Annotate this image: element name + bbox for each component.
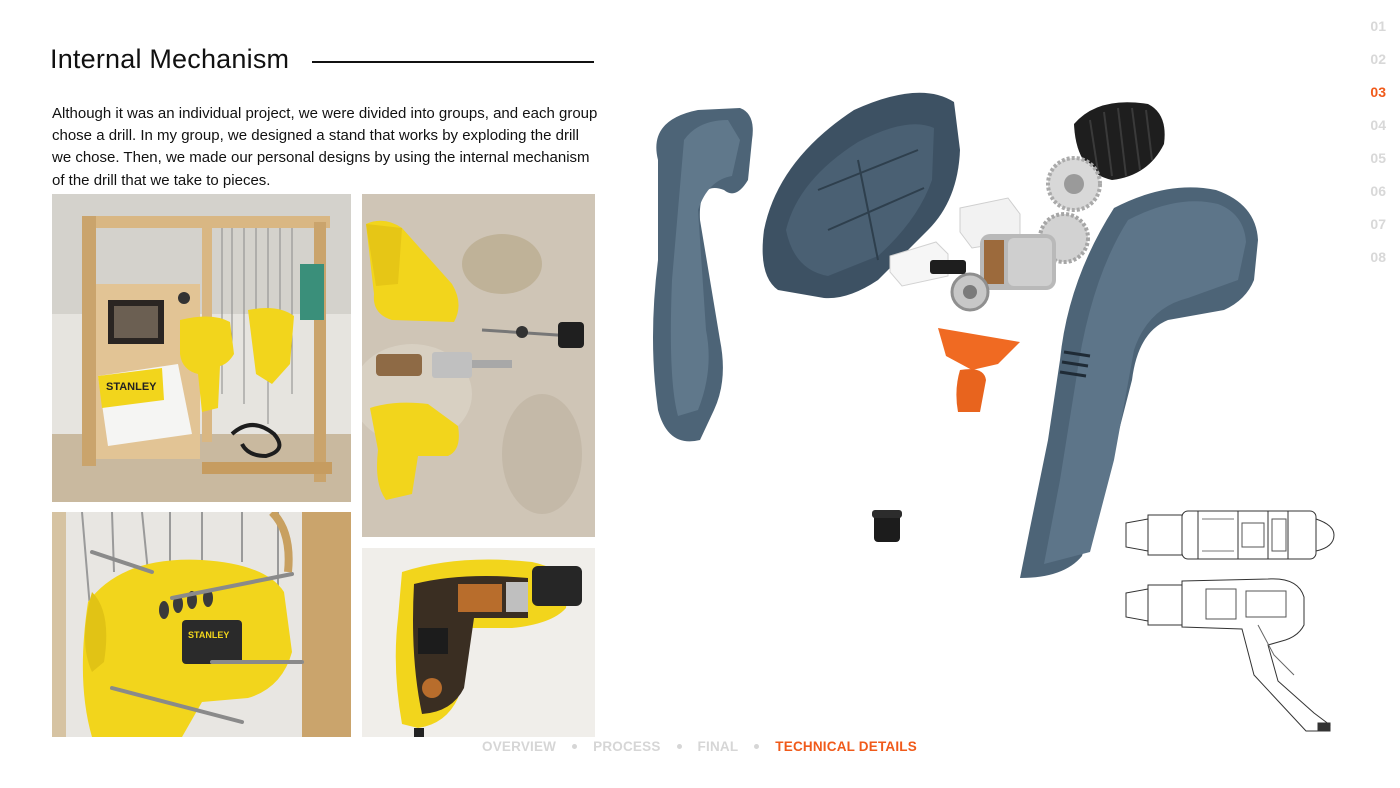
tab-separator <box>572 744 577 749</box>
photo-drill-parts <box>362 194 595 537</box>
page-number-04[interactable]: 04 <box>1370 117 1386 133</box>
page-number-06[interactable]: 06 <box>1370 183 1386 199</box>
page-number-03-active[interactable]: 03 <box>1370 84 1386 100</box>
photo-drill-stand <box>52 194 351 502</box>
photo-drill-closeup <box>52 512 351 737</box>
page-number-08[interactable]: 08 <box>1370 249 1386 265</box>
photo-drill-opened <box>362 548 595 737</box>
section-tabs <box>482 739 917 754</box>
page-number-07[interactable]: 07 <box>1370 216 1386 232</box>
page-index <box>1346 18 1386 282</box>
drill-brand-label: STANLEY <box>188 630 230 640</box>
title-divider <box>312 61 594 63</box>
tab-separator <box>677 744 682 749</box>
tab-separator <box>754 744 759 749</box>
drill-section-drawing <box>1118 505 1358 735</box>
page-number-05[interactable]: 05 <box>1370 150 1386 166</box>
tab-overview[interactable]: OVERVIEW <box>482 739 557 754</box>
stand-brand-label: STANLEY <box>106 381 157 393</box>
page-number-01[interactable]: 01 <box>1370 18 1386 34</box>
tab-technical-details[interactable]: TECHNICAL DETAILS <box>775 739 917 754</box>
intro-paragraph: Although it was an individual project, we were divided into groups, and each group chose a drill. In my group, we designed a stand that works by exploding the drill we chose. Then, we made our personal designs by using the internal mechanism of the drill that we take to pieces. <box>52 105 598 189</box>
page-number-02[interactable]: 02 <box>1370 51 1386 67</box>
tab-process[interactable]: PROCESS <box>593 739 661 754</box>
tab-final[interactable]: FINAL <box>697 739 739 754</box>
page-title: Internal Mechanism <box>50 44 290 74</box>
